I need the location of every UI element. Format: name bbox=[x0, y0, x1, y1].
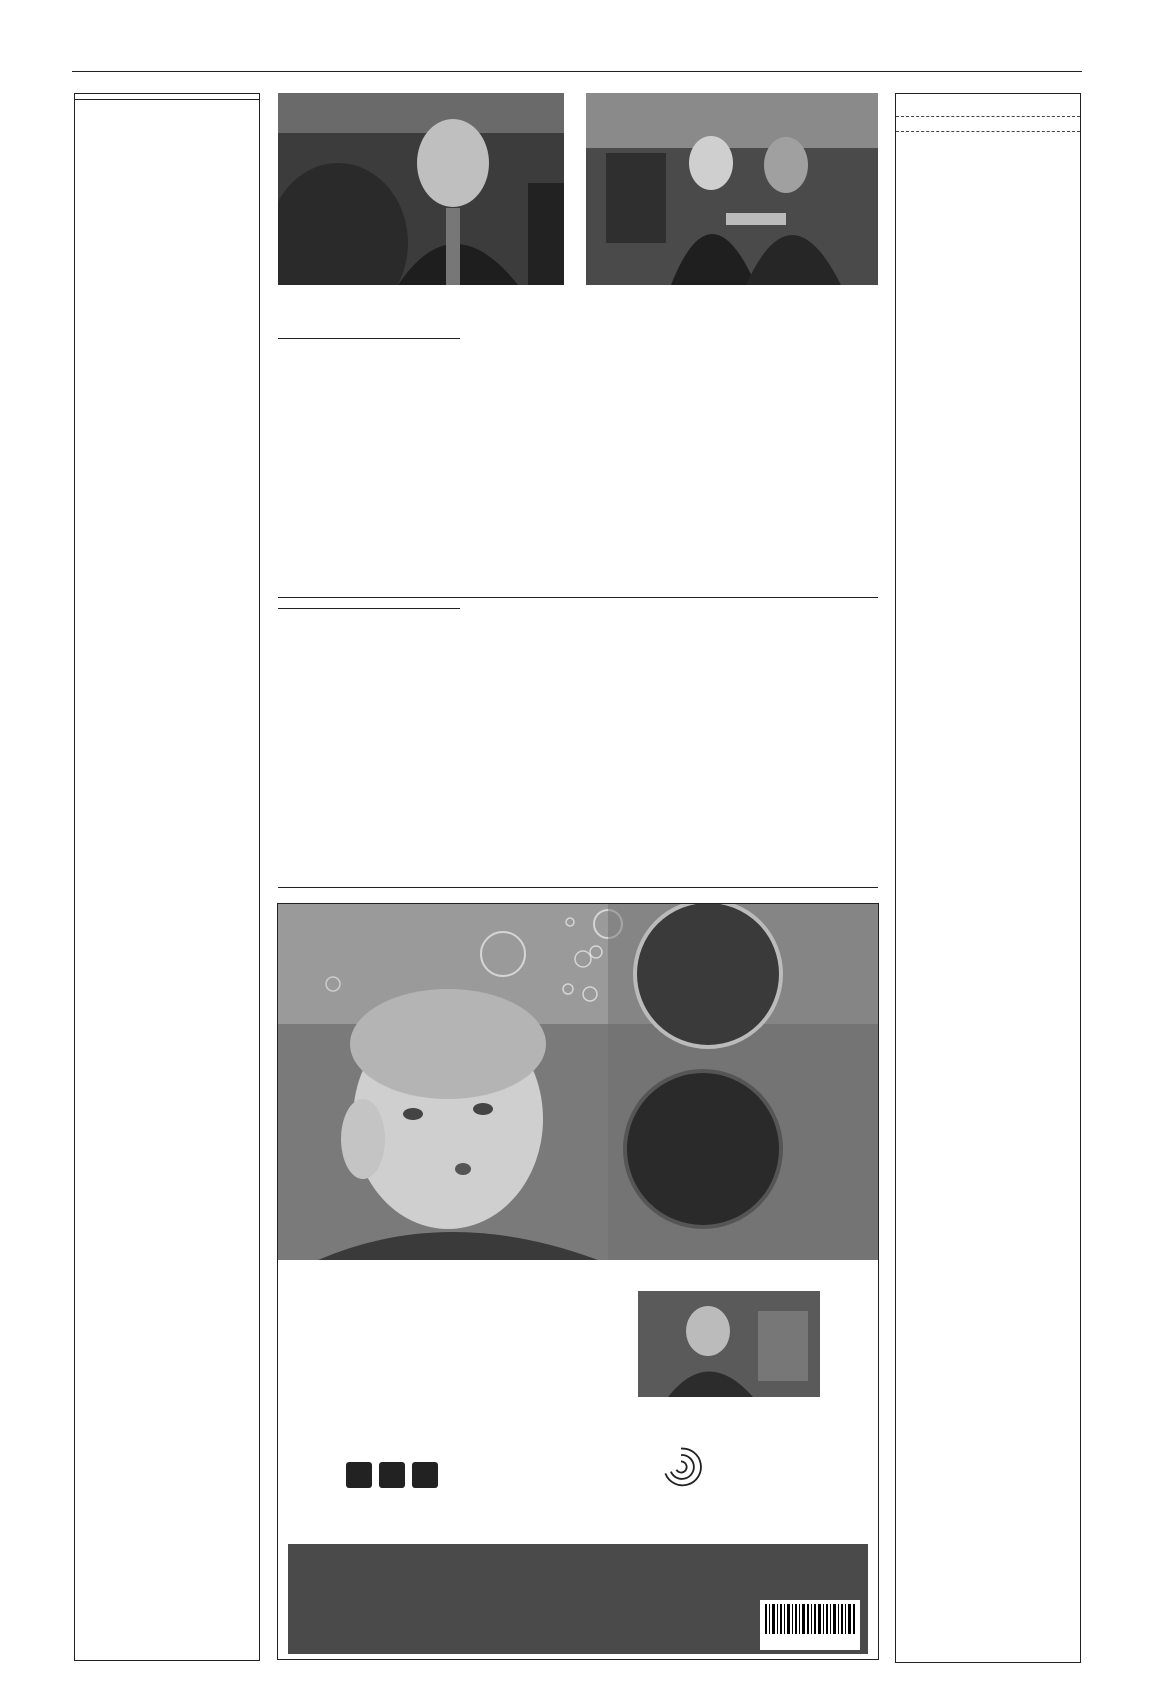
masthead-fine-print bbox=[75, 104, 259, 110]
page-header bbox=[72, 46, 1082, 72]
barcode-icon bbox=[764, 1604, 856, 1634]
ad-photo-child-bubbles bbox=[278, 904, 878, 1260]
masthead bbox=[74, 93, 260, 1661]
youtube-icon[interactable] bbox=[379, 1462, 405, 1488]
twitter-icon[interactable] bbox=[412, 1462, 438, 1488]
photo-right bbox=[586, 93, 878, 285]
social-icons bbox=[346, 1462, 441, 1493]
giving-life-badge bbox=[623, 1069, 783, 1229]
photo-left bbox=[278, 93, 564, 285]
coupon-barcode bbox=[760, 1600, 860, 1650]
biolife-logo bbox=[658, 1444, 818, 1494]
campus-events-column bbox=[895, 93, 1081, 1663]
biolife-swirl-icon bbox=[658, 1444, 704, 1490]
facebook-icon[interactable] bbox=[346, 1462, 372, 1488]
living-life-badge bbox=[633, 903, 783, 1049]
biolife-advertisement bbox=[277, 903, 879, 1660]
ad-thumbnail-photo bbox=[638, 1291, 820, 1397]
masthead-title bbox=[75, 94, 259, 100]
